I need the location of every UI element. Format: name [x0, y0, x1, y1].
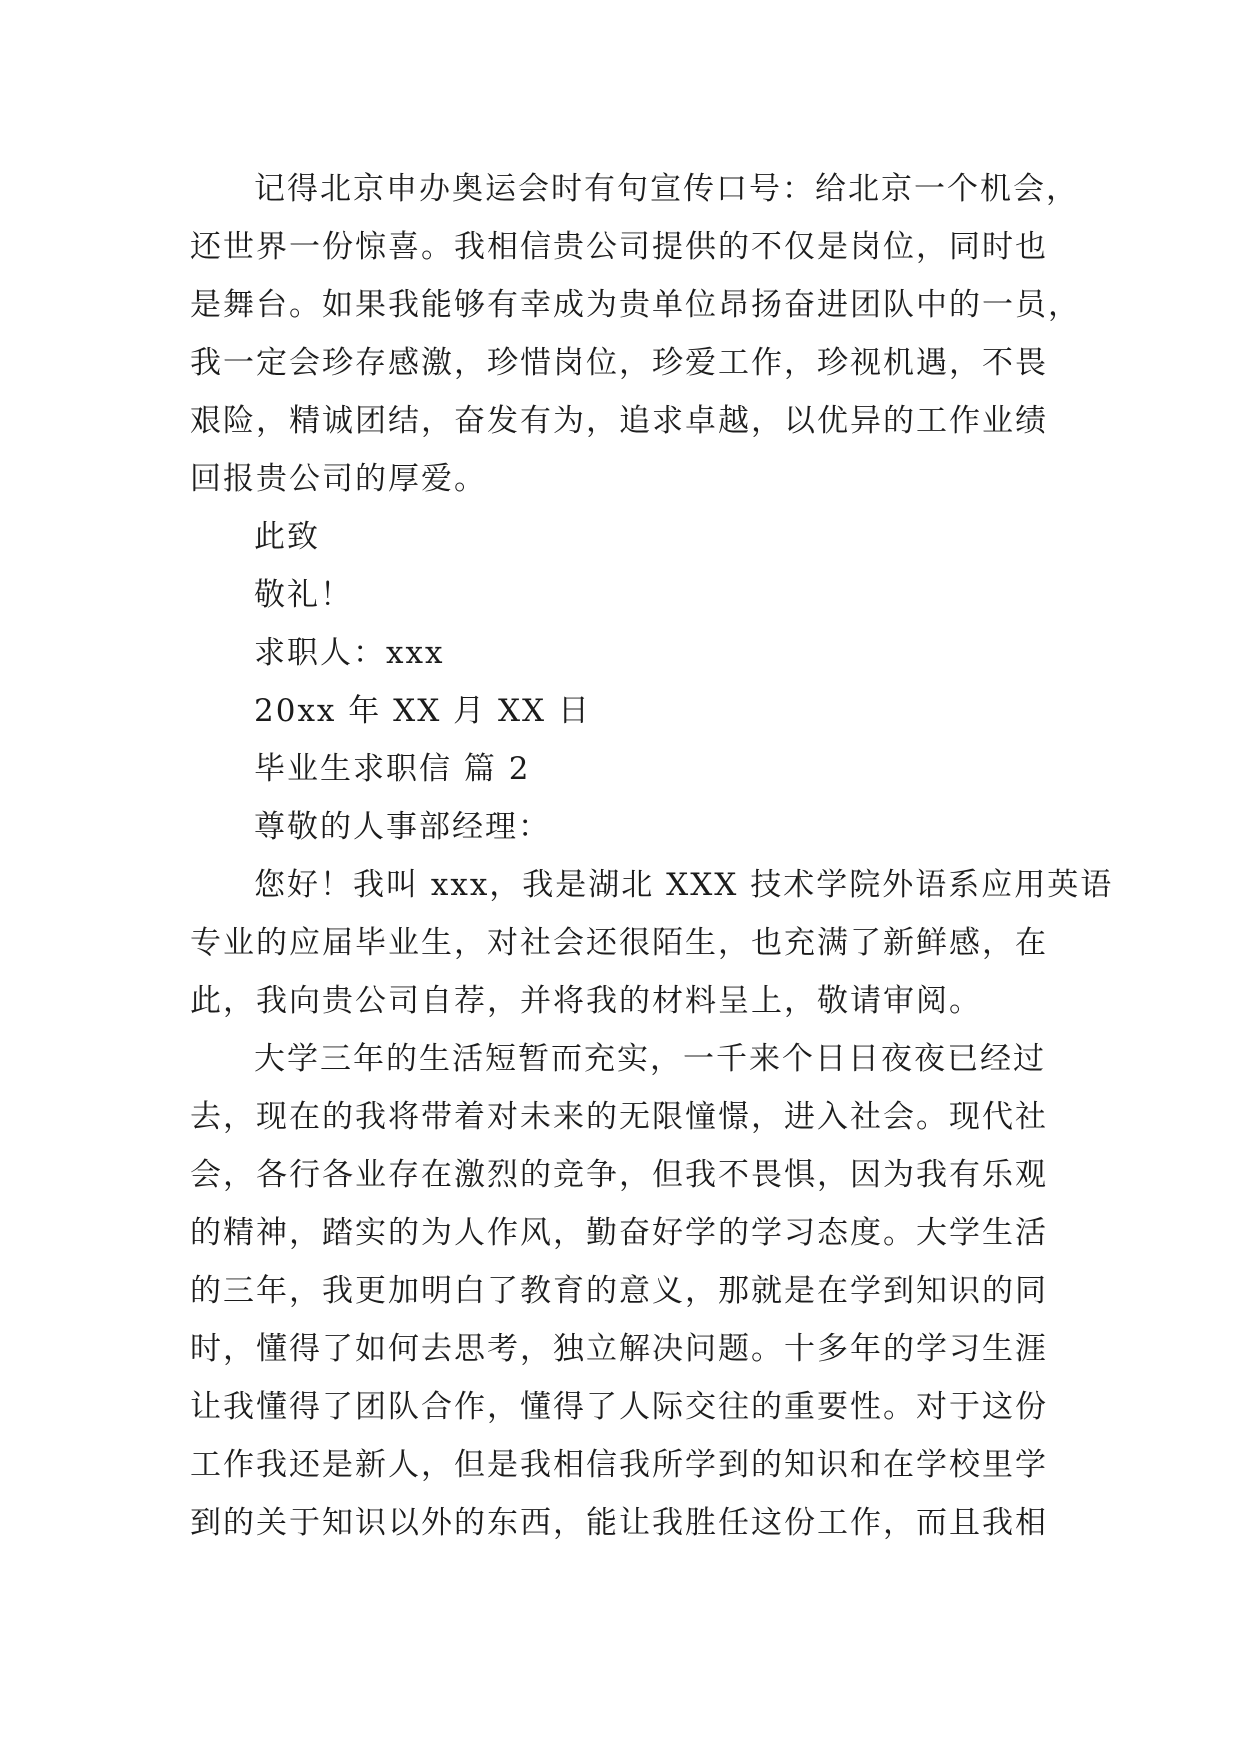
paragraph-line: 到的关于知识以外的东西，能让我胜任这份工作，而且我相	[190, 1505, 1048, 1541]
paragraph-line: 还世界一份惊喜。我相信贵公司提供的不仅是岗位，同时也	[190, 229, 1048, 265]
paragraph-line: 艰险，精诚团结，奋发有为，追求卓越，以优异的工作业绩	[190, 403, 1048, 439]
paragraph-line: 您好！我叫 xxx，我是湖北 XXX 技术学院外语系应用英语	[254, 867, 1114, 903]
greeting-line: 尊敬的人事部经理：	[254, 809, 551, 845]
section-heading: 毕业生求职信 篇 2	[254, 751, 531, 787]
paragraph-line: 去，现在的我将带着对未来的无限憧憬，进入社会。现代社	[190, 1099, 1048, 1135]
paragraph-line: 此，我向贵公司自荐，并将我的材料呈上，敬请审阅。	[190, 983, 982, 1019]
paragraph-line: 让我懂得了团队合作，懂得了人际交往的重要性。对于这份	[190, 1389, 1048, 1425]
paragraph-line: 记得北京申办奥运会时有句宣传口号：给北京一个机会，	[254, 171, 1079, 207]
closing-salutation: 此致	[254, 519, 320, 555]
paragraph-line: 工作我还是新人，但是我相信我所学到的知识和在学校里学	[190, 1447, 1048, 1483]
paragraph-line: 专业的应届毕业生，对社会还很陌生，也充满了新鲜感，在	[190, 925, 1048, 961]
letter-body	[190, 160, 1114, 1552]
paragraph-line: 的三年，我更加明白了教育的意义，那就是在学到知识的同	[190, 1273, 1048, 1309]
signature-line: 求职人：xxx	[254, 635, 445, 671]
paragraph-line: 大学三年的生活短暂而充实，一千来个日日夜夜已经过	[254, 1041, 1046, 1077]
date-line: 20xx 年 XX 月 XX 日	[254, 693, 591, 729]
closing-regards: 敬礼！	[254, 577, 353, 613]
paragraph-line: 我一定会珍存感激，珍惜岗位，珍爱工作，珍视机遇，不畏	[190, 345, 1048, 381]
paragraph-line: 的精神，踏实的为人作风，勤奋好学的学习态度。大学生活	[190, 1215, 1048, 1251]
paragraph-line: 回报贵公司的厚爱。	[190, 461, 487, 497]
paragraph-line: 时，懂得了如何去思考，独立解决问题。十多年的学习生涯	[190, 1331, 1048, 1367]
paragraph-line: 是舞台。如果我能够有幸成为贵单位昂扬奋进团队中的一员，	[190, 287, 1081, 323]
paragraph-line: 会，各行各业存在激烈的竞争，但我不畏惧，因为我有乐观	[190, 1157, 1048, 1193]
